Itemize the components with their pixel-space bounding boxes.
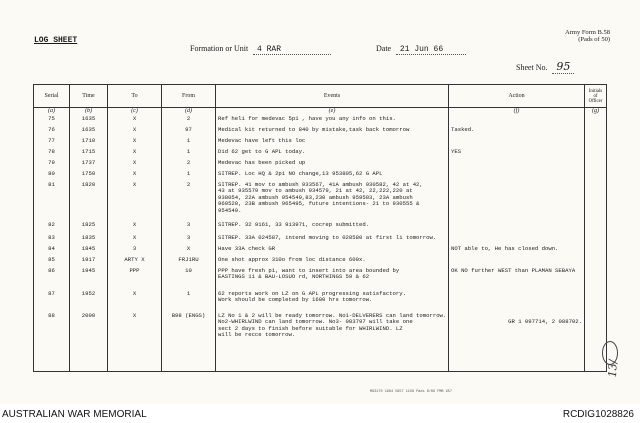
- date-label: Date: [376, 44, 392, 53]
- cell-to: X: [108, 149, 162, 160]
- cell-from: 3: [162, 222, 216, 235]
- cell-time: 2000: [70, 313, 108, 372]
- col-letter-f: (f): [449, 108, 585, 117]
- cell-to: X: [108, 222, 162, 235]
- log-sheet-title: LOG SHEET: [34, 36, 78, 45]
- cell-to: X: [108, 160, 162, 171]
- action-line: YES: [451, 148, 462, 155]
- cell-to: X: [108, 171, 162, 182]
- table-row: [34, 127, 607, 138]
- cell-from: 1: [162, 171, 216, 182]
- cell-time: 1635: [70, 116, 108, 127]
- cell-serial: 86: [34, 268, 70, 291]
- col-action: Action: [449, 85, 585, 108]
- col-letter-a: (a): [34, 108, 70, 117]
- cell-time: 1737: [70, 160, 108, 171]
- event-line: Have 33A check GR: [218, 245, 276, 252]
- table-row: [34, 313, 607, 372]
- cell-from: 3: [162, 235, 216, 246]
- col-letter-e: (e): [216, 108, 449, 117]
- cell-action: [449, 222, 585, 235]
- table-row: [34, 182, 607, 222]
- cell-initials: [585, 246, 607, 257]
- action-line: GR 1 097714, 2 088702.: [508, 318, 582, 326]
- cell-time: 1820: [70, 182, 108, 222]
- col-initials: Initials of Officer: [585, 85, 607, 108]
- cell-action: [449, 268, 585, 291]
- cell-to: X: [108, 116, 162, 127]
- sheet-number-label: Sheet No.: [516, 63, 548, 72]
- cell-initials: [585, 313, 607, 372]
- cell-serial: 84: [34, 246, 70, 257]
- col-events: Events: [216, 85, 449, 108]
- army-form-number: Army Form B.58: [565, 29, 610, 36]
- cell-serial: 88: [34, 313, 70, 372]
- cell-serial: 82: [34, 222, 70, 235]
- cell-action: [449, 127, 585, 138]
- action-line: Tasked.: [451, 126, 475, 133]
- cell-initials: [585, 182, 607, 222]
- cell-from: 1: [162, 291, 216, 313]
- cell-to: X: [108, 127, 162, 138]
- cell-initials: [585, 171, 607, 182]
- cell-serial: 87: [34, 291, 70, 313]
- cell-from: 2: [162, 160, 216, 171]
- cell-initials: [585, 268, 607, 291]
- cell-initials: [585, 138, 607, 149]
- col-serial: Serial: [34, 85, 70, 108]
- cell-to: X: [108, 313, 162, 372]
- cell-serial: 77: [34, 138, 70, 149]
- cell-serial: 81: [34, 182, 70, 222]
- cell-time: 1952: [70, 291, 108, 313]
- event-line: No2-WHIRLWIND can land tomorrow. No3- 083797 will take one: [218, 318, 413, 326]
- table-row: [34, 291, 607, 313]
- cell-time: 1917: [70, 257, 108, 268]
- cell-initials: [585, 160, 607, 171]
- event-line: Medevac has been picked up: [218, 159, 306, 166]
- log-entries: [34, 116, 607, 372]
- cell-to: X: [108, 182, 162, 222]
- cell-initials: [585, 257, 607, 268]
- cell-from: 2: [162, 182, 216, 222]
- formation-label: Formation or Unit: [190, 44, 249, 53]
- event-line: Did 62 get to G APL today.: [218, 148, 306, 155]
- cell-initials: [585, 116, 607, 127]
- cell-action: [449, 138, 585, 149]
- event-line: 43 at 935579 mov to ambush 934579, 21 at 42, 22,222,220 at: [218, 187, 413, 195]
- col-time: Time: [70, 85, 108, 108]
- footer-institution: AUSTRALIAN WAR MEMORIAL: [2, 409, 147, 420]
- cell-time: 1835: [70, 235, 108, 246]
- sheet-number-field: [516, 60, 574, 73]
- column-headers: [34, 85, 607, 108]
- cell-initials: [585, 291, 607, 313]
- cell-events: [216, 268, 449, 291]
- cell-serial: 79: [34, 160, 70, 171]
- printer-note: M93170 1964 5957 1158 Pads 6/66 FMB 957: [370, 390, 452, 394]
- event-line: SITREP. 33A 024587, intend moving to 028580 at first li tomorrow.: [218, 234, 437, 241]
- action-line: NOT able to, He has closed down.: [451, 245, 559, 252]
- date-value: 21 Jun 66: [396, 45, 466, 55]
- event-line: LZ No 1 & 2 will be ready tomorrow. No1-DELVERERS can land tomorrow.: [218, 312, 447, 319]
- cell-action: [449, 149, 585, 160]
- event-line: One shot approx 310o from loc distance 600x.: [218, 256, 366, 263]
- handwritten-note: 13/: [606, 359, 620, 378]
- event-line: EASTINGS 11 & BAU-LOSUO rd, NORTHINGS 59 & 62: [218, 273, 370, 281]
- cell-to: X: [108, 138, 162, 149]
- cell-initials: [585, 149, 607, 160]
- cell-serial: 75: [34, 116, 70, 127]
- cell-action: [449, 291, 585, 313]
- cell-action: [449, 182, 585, 222]
- col-from: From: [162, 85, 216, 108]
- cell-from: 1: [162, 138, 216, 149]
- cell-time: 1750: [70, 171, 108, 182]
- cell-serial: 83: [34, 235, 70, 246]
- col-letter-b: (b): [70, 108, 108, 117]
- cell-to: X: [108, 235, 162, 246]
- cell-time: 1635: [70, 127, 108, 138]
- event-line: Medevac have left this loc: [218, 137, 306, 144]
- log-table: [33, 84, 607, 372]
- event-line: SITREP. Loc HQ & 2p1 NO change,13 953805,62 G APL: [218, 170, 383, 177]
- cell-time: 1845: [70, 246, 108, 257]
- cell-action: [449, 246, 585, 257]
- event-line: SITREP. 41 mov to ambush 933567, 41A ambush 930582, 42 at 42,: [218, 181, 423, 188]
- cell-to: PPP: [108, 268, 162, 291]
- event-line: 62 reports work on LZ on G APL progressing satisfactory.: [218, 290, 406, 297]
- col-letter-c: (c): [108, 108, 162, 117]
- event-line: SITREP. 32 9161, 33 913971, cocrep submitted.: [218, 221, 370, 228]
- army-form-reference: [565, 29, 610, 43]
- event-line: Medical kit returned to 840 by mistake,task back tomorrow: [218, 126, 410, 133]
- event-line: 938054, 22A ambush 954549,83,230 ambush 959503, 23A ambush: [218, 193, 413, 201]
- col-letter-d: (d): [162, 108, 216, 117]
- cell-from: X: [162, 246, 216, 257]
- cell-from: 1: [162, 149, 216, 160]
- cell-initials: [585, 127, 607, 138]
- event-line: Ref heli for medevac 5p1 , have you any info on this.: [218, 115, 396, 122]
- sheet-number-value: 95: [552, 60, 574, 74]
- event-line: 954549.: [218, 206, 242, 214]
- cell-from: 2: [162, 116, 216, 127]
- table-row: [34, 268, 607, 291]
- cell-time: 1710: [70, 138, 108, 149]
- date-field: [376, 44, 466, 55]
- cell-initials: [585, 235, 607, 246]
- cell-serial: 76: [34, 127, 70, 138]
- cell-serial: 80: [34, 171, 70, 182]
- cell-action: [449, 313, 585, 372]
- cell-time: 1715: [70, 149, 108, 160]
- cell-serial: 78: [34, 149, 70, 160]
- cell-from: 97: [162, 127, 216, 138]
- cell-to: ARTY X: [108, 257, 162, 268]
- event-line: PPP have fresh p1, want to insert into area bounded by: [218, 267, 400, 274]
- cell-events: [216, 291, 449, 313]
- table-row: [34, 138, 607, 149]
- cell-events: [216, 313, 449, 372]
- cell-events: [216, 182, 449, 222]
- cell-action: [449, 171, 585, 182]
- footer-record-id: RCDIG1028826: [562, 409, 634, 420]
- cell-from: FRJ1RU: [162, 257, 216, 268]
- cell-to: X: [108, 291, 162, 313]
- action-line: OK NO further WEST than PLAMAN SEBAYA: [451, 267, 576, 274]
- cell-time: 1945: [70, 268, 108, 291]
- formation-value: 4 RAR: [253, 45, 331, 55]
- cell-action: [449, 160, 585, 171]
- col-to: To: [108, 85, 162, 108]
- cell-from: B98 (ENGS): [162, 313, 216, 372]
- cell-initials: [585, 222, 607, 235]
- event-line: will be recce tomorrow.: [218, 331, 296, 339]
- cell-time: 1825: [70, 222, 108, 235]
- event-line: sect 2 days to finish before suitable for WHIRLWIND. LZ: [218, 324, 403, 332]
- event-line: 960520, 23B ambush 965495, future intentions- 21 to 930555 &: [218, 200, 420, 208]
- cell-to: 3: [108, 246, 162, 257]
- table-row: [34, 149, 607, 160]
- col-letter-g: (g): [585, 108, 607, 117]
- pads-note: (Pads of 50): [578, 36, 610, 43]
- formation-field: [190, 44, 331, 55]
- event-line: Work should be completed by 1600 hrs tomorrow.: [218, 296, 373, 304]
- cell-from: 10: [162, 268, 216, 291]
- cell-serial: 85: [34, 257, 70, 268]
